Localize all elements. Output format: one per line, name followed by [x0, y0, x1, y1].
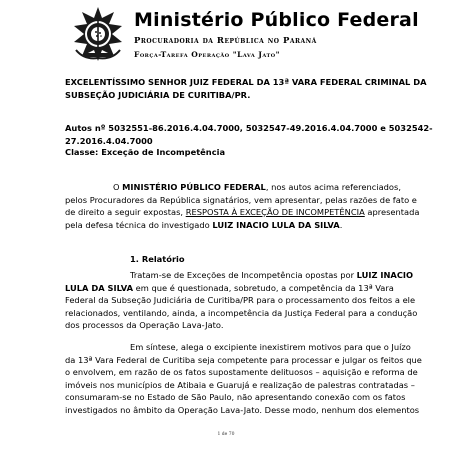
report-line-4: relacionados, ventilando, ainda, a incompetência da Justiça Federal para a condução	[65, 307, 418, 318]
section-heading: 1. Relatório	[130, 254, 185, 264]
report-line-5: dos processos da Operação Lava-Jato.	[65, 320, 224, 330]
case-numbers	[65, 122, 433, 147]
task-force-subtitle: Força-Tarefa Operação "Lava Jato"	[134, 50, 281, 59]
synthesis-line-5: consumaram-se no Estado de São Paulo, não apresentando conexão com os fatos	[65, 392, 406, 402]
intro-line-4: pela defesa técnica do investigado LUIZ INACIO LULA DA SILVA.	[65, 219, 343, 230]
case-class: Classe: Exceção de Incompetência	[65, 147, 226, 157]
intro-line-3: de direito a seguir expostas, RESPOSTA À EXCEÇÃO DE INCOMPETÊNCIA apresentada	[65, 207, 420, 217]
synthesis-paragraph	[65, 341, 422, 416]
institution-subtitle: Procuradoria da República no Paraná	[134, 36, 317, 46]
report-paragraph	[65, 269, 418, 332]
addressee	[65, 76, 427, 101]
synthesis-line-4: imóveis nos municípios de Atibaia e Guarujá e realização de palestras contratadas –	[65, 379, 415, 390]
intro-line-1: O MINISTÉRIO PÚBLICO FEDERAL, nos autos acima referenciados,	[113, 182, 401, 192]
report-line-2: LULA DA SILVA em que é questionada, sobretudo, a competência da 13ª Vara	[65, 282, 394, 293]
synthesis-line-1: Em síntese, alega o excipiente inexistirem motivos para que o Juízo	[130, 342, 411, 352]
synthesis-line-2: da 13ª Vara Federal de Curitiba seja competente para processar e julgar os feitos que	[65, 354, 422, 365]
intro-line-2: pelos Procuradores da República signatários, vem apresentar, pelas razões de fato e	[65, 194, 417, 205]
institution-title: Ministério Público Federal	[134, 9, 419, 31]
report-line-3: Federal da Subseção Judiciária de Curitiba/PR para o processamento dos feitos a ele	[65, 295, 416, 305]
synthesis-line-6: investigados no âmbito da Operação Lava-Jato. Desse modo, nenhum dos elementos	[65, 404, 420, 415]
coat-of-arms-icon	[70, 6, 126, 62]
report-line-1: Tratam-se de Exceções de Incompetência opostas por LUIZ INACIO	[130, 270, 414, 280]
page-number: 1 de 70	[217, 432, 235, 437]
case-numbers-line-2: 27.2016.4.04.7000	[65, 135, 153, 146]
addressee-line-2: SUBSEÇÃO JUDICIÁRIA DE CURITIBA/PR.	[65, 89, 251, 100]
intro-paragraph	[65, 181, 420, 231]
case-numbers-line-1: Autos nº 5032551-86.2016.4.04.7000, 5032547-49.2016.4.04.7000 e 5032542-	[65, 123, 433, 133]
addressee-line-1: EXCELENTÍSSIMO SENHOR JUIZ FEDERAL DA 13ª VARA FEDERAL CRIMINAL DA	[65, 77, 427, 87]
synthesis-line-3: o envolvem, em razão de os fatos supostamente delituosos – aquisição e reforma de	[65, 367, 418, 377]
